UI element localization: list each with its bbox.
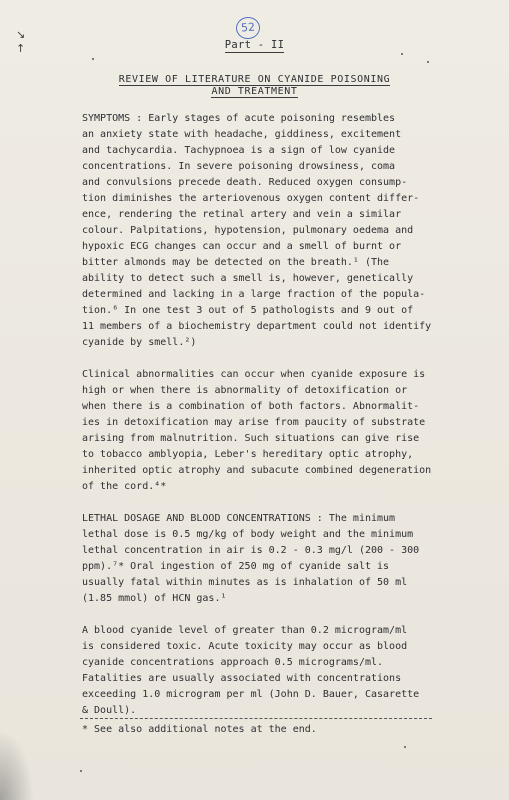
paragraph-lethal-dosage: LETHAL DOSAGE AND BLOOD CONCENTRATIONS : The minimum lethal dose is 0.5 mg/kg of body weight and the minimum lethal concentration in air is 0.2 - 0.3 mg/l (200 - 300 ppm).⁷* Oral ingestion of 250 mg of cyanide salt is usually fatal within minutes as is inhalation of 50 ml (1.85 mmol) of HCN gas.¹	[82, 513, 420, 604]
section-heading-text-2: AND TREATMENT	[211, 86, 298, 97]
section-heading-line-1	[0, 74, 509, 85]
paragraph-clinical-abnormalities: Clinical abnormalities can occur when cyanide exposure is high or when there is abnormality of detoxification or when there is a combination of both factors. Abnormalit- ies in detoxification may arise from paucity of substrate arising from malnutrition. Such situations can give rise to tobacco amblyopia, Leber's hereditary optic atrophy, inherited optic atrophy and subacute combined degeneration of the cord.⁴*	[82, 369, 432, 492]
body-text	[82, 111, 447, 735]
paper-speck	[80, 770, 82, 772]
paper-speck	[92, 58, 94, 60]
footnote: * See also additional notes at the end.	[82, 724, 317, 735]
handwritten-page-number: 52	[235, 16, 260, 40]
margin-mark: ↑	[16, 42, 26, 55]
page-corner-shadow	[0, 730, 34, 800]
paper-speck	[401, 53, 403, 55]
paper-speck	[404, 746, 406, 748]
paragraph-blood-cyanide-level: A blood cyanide level of greater than 0.2 microgram/ml is considered toxic. Acute toxicity may occur as blood cyanide concentrations approach 0.5 micrograms/ml. Fatalities are usually associated with concentrations exceeding 1.0 microgram per ml (John D. Bauer, Casarette & Doull).	[82, 625, 420, 716]
margin-mark: ↘	[16, 28, 26, 41]
part-title-text: Part - II	[224, 39, 285, 51]
section-heading-text-1: REVIEW OF LITERATURE ON CYANIDE POISONING	[118, 74, 391, 85]
paragraph-symptoms: SYMPTOMS : Early stages of acute poisoning resembles an anxiety state with headache, giddiness, excitement and tachycardia. Tachypnoea is a sign of low cyanide concentrations. In severe poisoning drowsiness, coma and convulsions precede death. Reduced oxygen consump- tion diminishes the arteriovenous oxygen content differ- ence, rendering the retinal artery and vein a similar colour. Palpitations, hypotension, pulmonary oedema and hypoxic ECG changes can occur and a smell of burnt or bitter almonds may be detected on the breath.¹ (The ability to detect such a smell is, however, genetically determined and lacking in a large fraction of the popula- tion.⁶ In one test 3 out of 5 pathologists and 9 out of 11 members of a biochemistry department could not identify cyanide by smell.²)	[82, 113, 432, 348]
part-title	[0, 39, 509, 51]
section-heading-line-2	[0, 86, 509, 97]
paper-speck	[427, 61, 429, 63]
footnote-divider	[80, 718, 432, 719]
